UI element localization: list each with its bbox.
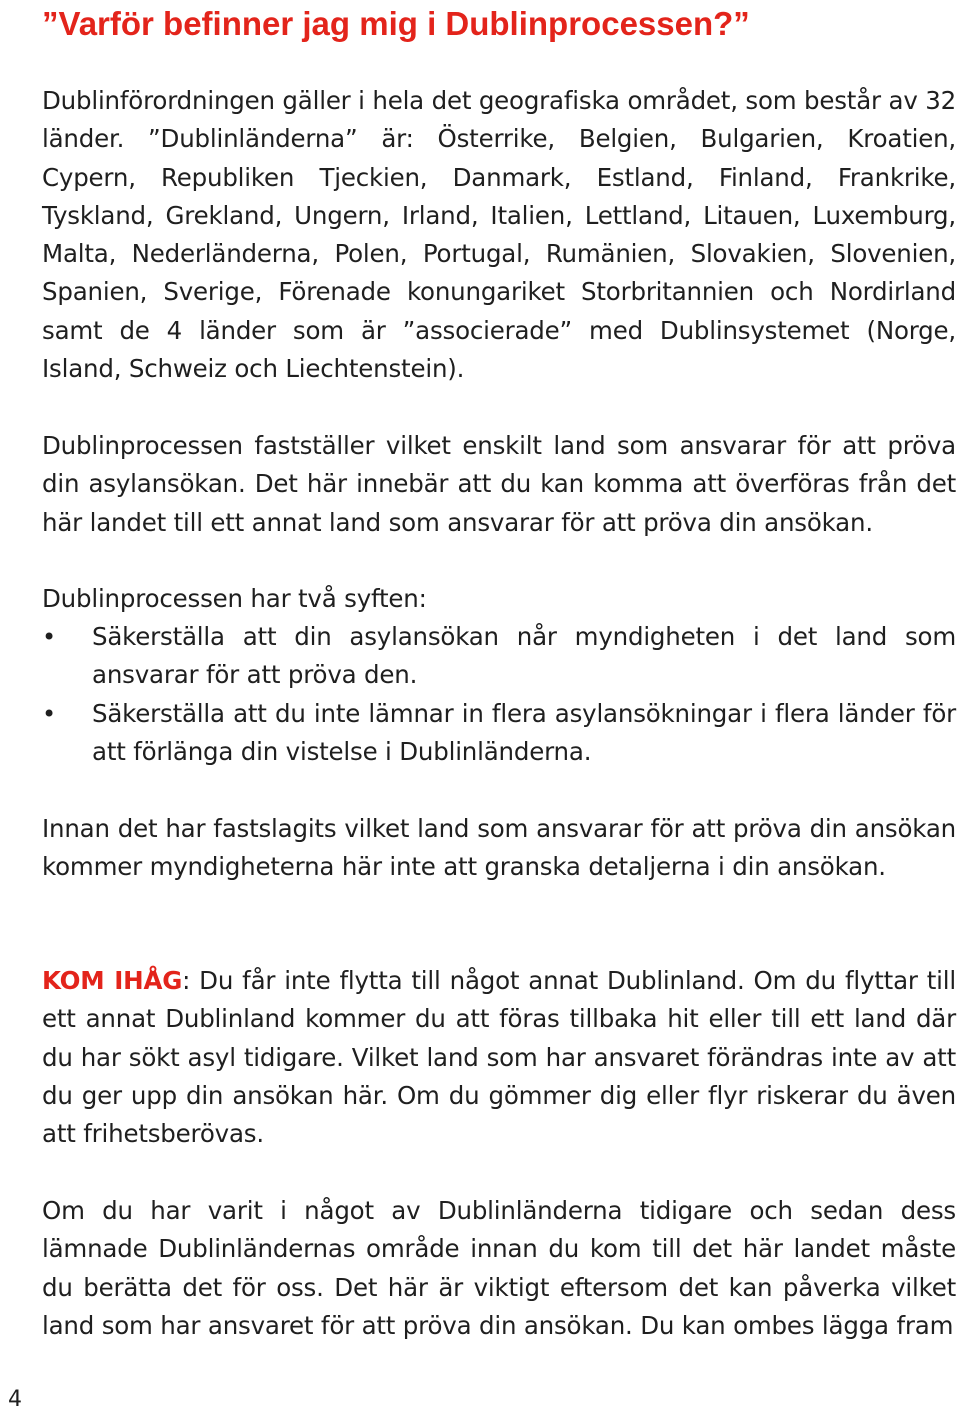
list-item-text: Säkerställa att din asylansökan når myndigheten i det land som ansvarar för att pröva den.: [92, 622, 956, 690]
page-number: 4: [8, 1387, 22, 1412]
list-item: [42, 695, 956, 772]
warning-text: : Du får inte flytta till något annat Dublinland. Om du flyttar till ett annat Dublinland kommer du att föras tillbaka hit eller till ett land där du har sökt asyl tidigare. Vilket land som har ansvaret förändras inte av att du ger upp din ansökan här. Om du gömmer dig eller flyr riskerar du även att frihetsberövas.: [42, 966, 956, 1149]
list-item-text: Säkerställa att du inte lämnar in flera asylansökningar i flera länder för att förlänga din vistelse i Dublinländerna.: [92, 698, 956, 766]
paragraph-previous-stay: Om du har varit i något av Dublinländerna tidigare och sedan dess lämnade Dublinländernas område innan du kom till det här landet måste du berätta det för oss. Det här är viktigt eftersom det kan påverka vilket land som har ansvaret för att pröva din ansökan. Du kan ombes lägga fram: [42, 1196, 956, 1340]
warning-label: KOM IHÅG: [42, 966, 183, 995]
list-item: [42, 618, 956, 695]
bullet-icon: •: [42, 699, 56, 728]
page-title: ”Varför befinner jag mig i Dublinprocessen?”: [42, 5, 750, 42]
paragraph-responsibility: Dublinprocessen fastställer vilket enskilt land som ansvarar för att pröva din asylansökan. Det här innebär att du kan komma att överföras från det här landet till ett annat land som ansvarar för att pröva din ansökan.: [42, 431, 956, 537]
paragraph-before-decision: Innan det har fastslagits vilket land som ansvarar för att pröva din ansökan kommer myndigheterna här inte att granska detaljerna i din ansökan.: [42, 814, 956, 882]
paragraph-warning: [42, 962, 956, 1153]
paragraph-purposes-intro: Dublinprocessen har två syften:: [42, 584, 427, 613]
bullet-icon: •: [42, 623, 56, 651]
paragraph-countries: Dublinförordningen gäller i hela det geografiska området, som består av 32 länder. ”Dublinländerna” är: Österrike, Belgien, Bulgarien, Kroatien, Cypern, Republiken Tjeckien, Danmark, Estland, Finland, Frankrike, Tyskland, Grekland, Ungern, Irland, Italien, Lettland, Litauen, Luxemburg, Malta, Nederländerna, Polen, Portugal, Rumänien, Slovakien, Slovenien, Spanien, Sverige, Förenade konungariket Storbritannien och Nordirland samt de 4 länder som är ”associerade” med Dublinsystemet (Norge, Island, Schweiz och Liechtenstein).: [42, 86, 956, 384]
document-page: [42, 0, 956, 1340]
purposes-list: [42, 618, 956, 771]
